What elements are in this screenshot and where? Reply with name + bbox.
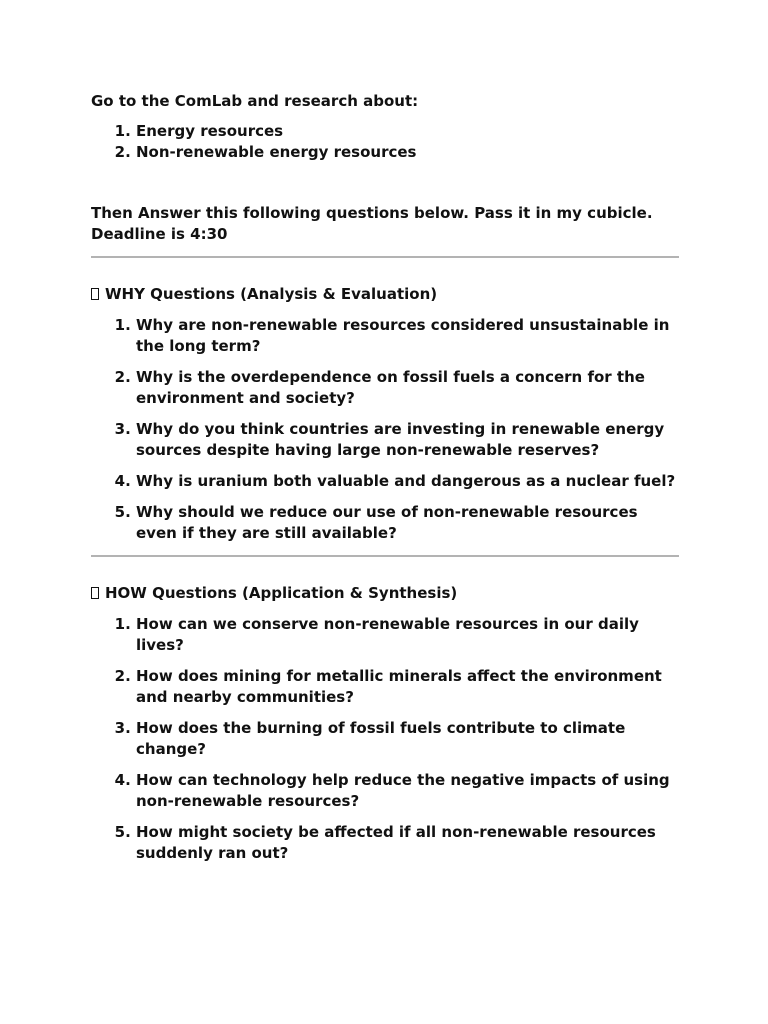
how-section-heading [91,583,681,604]
how-question-list [91,614,681,864]
how-question-item: 1. How can we conserve non-renewable resources in our daily lives? [136,614,681,656]
missing-glyph-icon [91,587,99,599]
why-question-item: 4. Why is uranium both valuable and dangerous as a nuclear fuel? [136,471,681,492]
research-topic-list [91,121,681,163]
why-section-heading [91,284,681,305]
research-topic-item: 1. Energy resources [136,121,681,142]
how-question-item: 3. How does the burning of fossil fuels contribute to climate change? [136,718,681,760]
why-question-item: 5. Why should we reduce our use of non-renewable resources even if they are still available? [136,502,681,544]
how-question-item: 5. How might society be affected if all non-renewable resources suddenly ran out? [136,822,681,864]
why-question-list [91,315,681,544]
how-question-item: 2. How does mining for metallic minerals affect the environment and nearby communities? [136,666,681,708]
why-question-item: 3. Why do you think countries are investing in renewable energy sources despite having large non-renewable reserves? [136,419,681,461]
research-topic-item: 2. Non-renewable energy resources [136,142,681,163]
missing-glyph-icon [91,288,99,300]
how-heading-text: HOW Questions (Application & Synthesis) [105,584,458,602]
why-question-item: 1. Why are non-renewable resources considered unsustainable in the long term? [136,315,681,357]
deadline-line: Deadline is 4:30 [91,225,228,243]
how-question-item: 4. How can technology help reduce the negative impacts of using non-renewable resources? [136,770,681,812]
intro-title: Go to the ComLab and research about: [91,92,419,110]
section-divider [91,256,679,258]
why-heading-text: WHY Questions (Analysis & Evaluation) [105,285,438,303]
document-page [91,91,681,864]
section-divider [91,555,679,557]
instructions-line: Then Answer this following questions below. Pass it in my cubicle. [91,204,653,222]
why-question-item: 2. Why is the overdependence on fossil fuels a concern for the environment and society? [136,367,681,409]
